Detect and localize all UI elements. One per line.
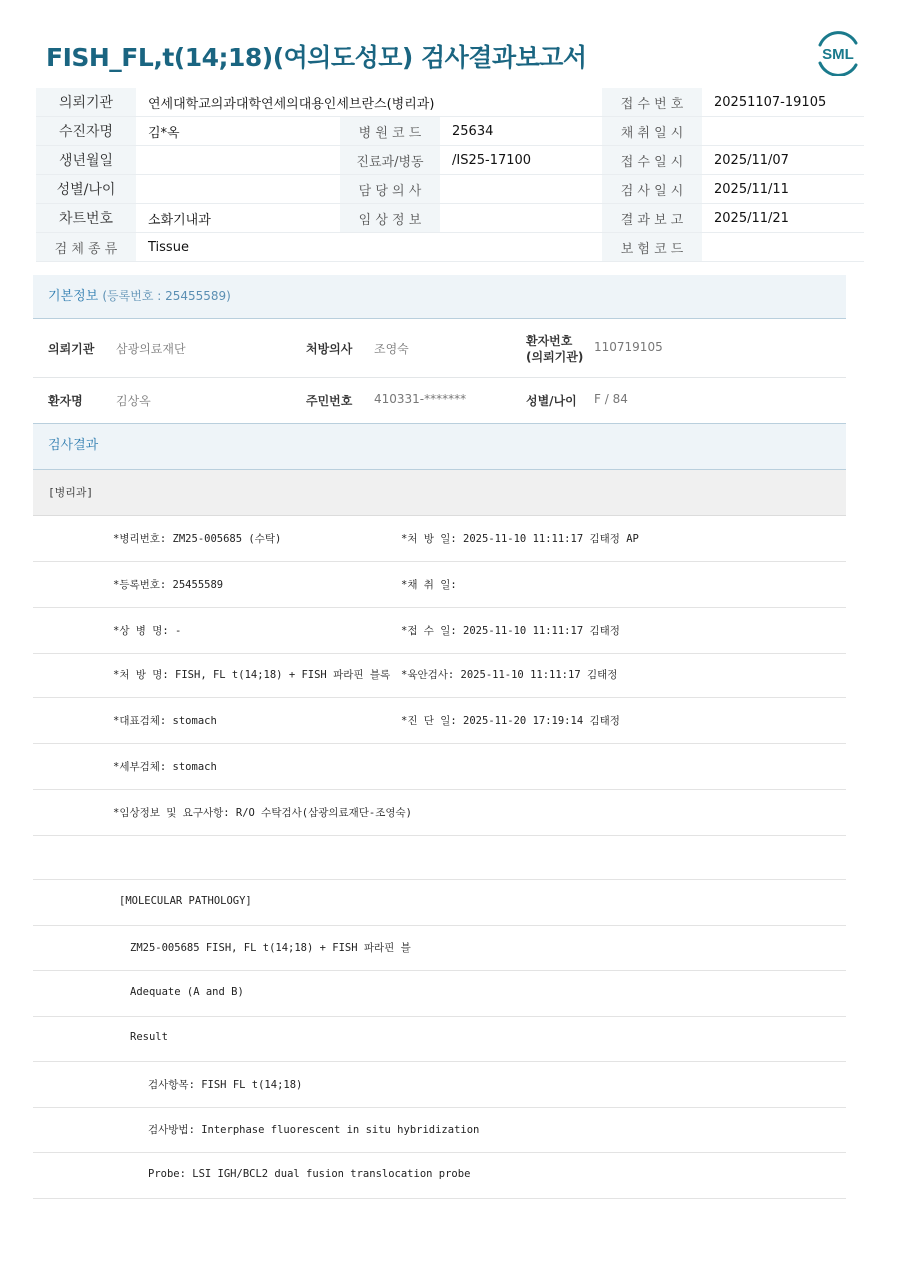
basic-value: 110719105 <box>594 340 663 354</box>
molecular-line <box>33 1107 846 1153</box>
report-title: FISH_FL,t(14;18)(여의도성모) 검사결과보고서 <box>46 43 587 72</box>
result-left: *등록번호: 25455589 <box>113 579 224 591</box>
molecular-text: 검사항목: FISH FL t(14;18) <box>148 1079 303 1091</box>
header-row <box>36 146 864 175</box>
header-label: 담 당 의 사 <box>340 175 440 204</box>
molecular-line <box>33 925 846 971</box>
header-label: 결 과 보 고 <box>602 204 702 233</box>
basic-label: 환자명 <box>48 394 83 408</box>
registration-number: (등록번호 : 25455589) <box>102 289 231 303</box>
header-value: 김*옥 <box>136 117 340 146</box>
molecular-text: [MOLECULAR PATHOLOGY] <box>119 895 252 907</box>
header-value: 소화기내과 <box>136 204 340 233</box>
basic-value: 410331-******* <box>374 392 467 406</box>
result-line <box>33 608 846 654</box>
department-label: [병리과] <box>33 470 846 516</box>
basic-value: 조영숙 <box>374 342 409 356</box>
header-row <box>36 175 864 204</box>
result-left: *처 방 명: FISH, FL t(14;18) + FISH 파라핀 블록 <box>113 669 391 681</box>
header-label: 진료과/병동 <box>340 146 440 175</box>
molecular-line <box>33 1062 846 1108</box>
sml-logo <box>814 30 862 76</box>
basic-info-title: 기본정보 <box>48 289 99 304</box>
result-right: *진 단 일: 2025-11-20 17:19:14 김태정 <box>401 715 620 727</box>
basic-value: 김상옥 <box>116 394 151 408</box>
basic-label: 주민번호 <box>306 394 353 408</box>
header-value: /IS25-17100 <box>440 146 602 175</box>
header-value <box>136 175 340 204</box>
header-value <box>440 204 602 233</box>
header-value <box>440 175 602 204</box>
molecular-text: Adequate (A and B) <box>130 986 244 998</box>
result-heading: 검사결과 <box>33 424 846 470</box>
basic-info-row <box>33 319 846 378</box>
result-left: *대표검체: stomach <box>113 715 217 727</box>
molecular-text: ZM25-005685 FISH, FL t(14;18) + FISH 파라핀 블 <box>130 942 411 954</box>
header-label: 검 체 종 류 <box>36 233 136 262</box>
result-left: *상 병 명: - <box>113 625 182 637</box>
header-label: 수진자명 <box>36 117 136 146</box>
basic-label: 의뢰기관 <box>48 342 95 356</box>
header-value: 25634 <box>440 117 602 146</box>
header-value <box>702 233 864 262</box>
header-label: 접 수 번 호 <box>602 88 702 117</box>
header-row <box>36 88 864 117</box>
basic-label: (의뢰기관) <box>526 350 584 364</box>
molecular-text: Probe: LSI IGH/BCL2 dual fusion translocation probe <box>148 1168 471 1180</box>
molecular-text: 검사방법: Interphase fluorescent in situ hybridization <box>148 1124 480 1136</box>
result-line <box>33 790 846 836</box>
molecular-line <box>33 1153 846 1199</box>
header-label: 병 원 코 드 <box>340 117 440 146</box>
result-line <box>33 698 846 744</box>
header-value <box>136 146 340 175</box>
header-label: 성별/나이 <box>36 175 136 204</box>
header-value: 연세대학교의과대학연세의대용인세브란스(병리과) <box>136 88 602 117</box>
result-right: *처 방 일: 2025-11-10 11:11:17 김태정 AP <box>401 533 639 545</box>
header-value <box>702 117 864 146</box>
header-value: Tissue <box>136 233 602 262</box>
result-left: *임상정보 및 요구사항: R/O 수탁검사(삼광의료재단-조영숙) <box>113 807 413 819</box>
basic-label: 성별/나이 <box>526 394 577 408</box>
molecular-line <box>33 1016 846 1062</box>
result-left: *병리번호: ZM25-005685 (수탁) <box>113 533 282 545</box>
logo-text: SML <box>822 46 854 63</box>
header-value: 2025/11/07 <box>702 146 864 175</box>
header-value: 2025/11/11 <box>702 175 864 204</box>
molecular-line <box>33 971 846 1017</box>
header-label: 생년월일 <box>36 146 136 175</box>
header-label: 차트번호 <box>36 204 136 233</box>
header-row <box>36 117 864 146</box>
result-line <box>33 744 846 790</box>
result-line <box>33 516 846 562</box>
header-label: 검 사 일 시 <box>602 175 702 204</box>
molecular-line <box>33 880 846 926</box>
result-right: *채 취 일: <box>401 579 457 591</box>
result-right: *접 수 일: 2025-11-10 11:11:17 김태정 <box>401 625 620 637</box>
header-info-table <box>36 88 864 262</box>
basic-label: 처방의사 <box>306 342 353 356</box>
header-label: 보 험 코 드 <box>602 233 702 262</box>
result-left: *세부검체: stomach <box>113 761 217 773</box>
header-label: 임 상 정 보 <box>340 204 440 233</box>
header-value: 2025/11/21 <box>702 204 864 233</box>
basic-info-row <box>33 378 846 424</box>
header-value: 20251107-19105 <box>702 88 864 117</box>
header-row <box>36 233 864 262</box>
basic-value: F / 84 <box>594 392 628 406</box>
result-line <box>33 562 846 608</box>
basic-info-heading <box>33 275 846 319</box>
basic-value: 삼광의료재단 <box>116 342 186 356</box>
molecular-text: Result <box>130 1031 168 1043</box>
header-label: 의뢰기관 <box>36 88 136 117</box>
result-right: *육안검사: 2025-11-10 11:11:17 김태정 <box>401 669 618 681</box>
header-label: 접 수 일 시 <box>602 146 702 175</box>
result-line <box>33 652 846 698</box>
header-row <box>36 204 864 233</box>
header-label: 채 취 일 시 <box>602 117 702 146</box>
blank-row <box>33 835 846 880</box>
basic-label: 환자번호 <box>526 334 573 348</box>
